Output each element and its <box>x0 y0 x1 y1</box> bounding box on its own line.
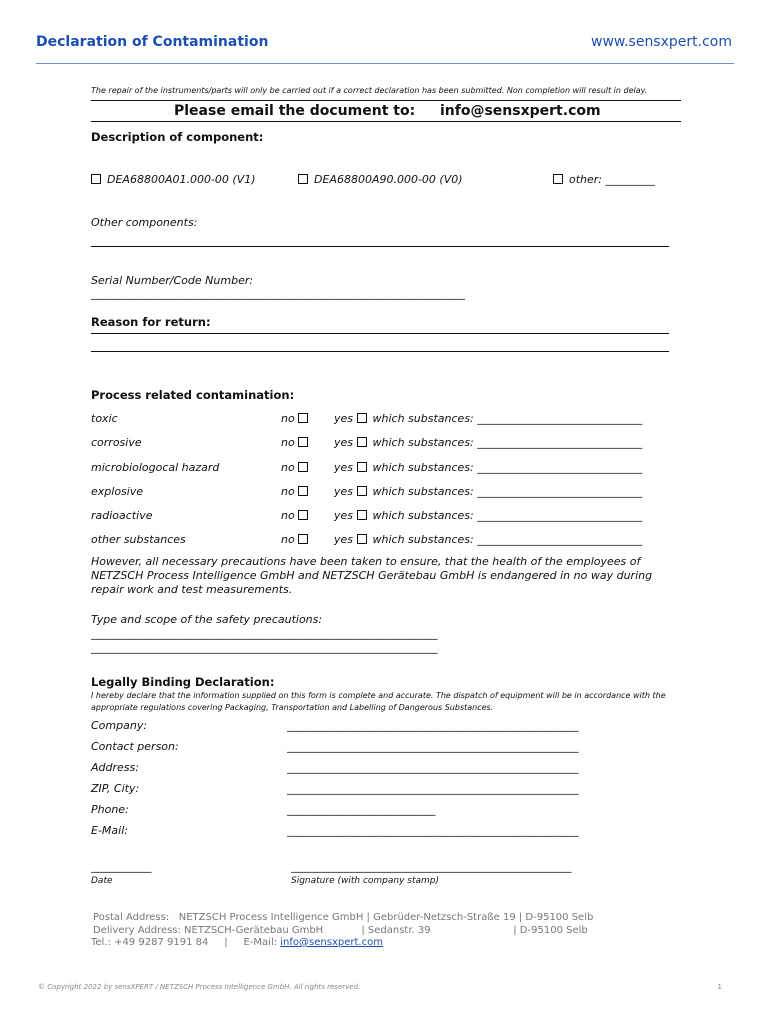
email-box-top-rule <box>91 100 681 101</box>
no-option[interactable] <box>281 533 314 546</box>
safety-precautions-label: Type and scope of the safety precautions: <box>91 613 323 626</box>
zip-city-field[interactable]: _____________________________________________________ <box>287 782 579 795</box>
reason-section-title: Reason for return: <box>91 315 211 329</box>
email-box-bottom-rule <box>91 121 681 122</box>
yes-label: yes <box>334 509 354 522</box>
signature-field[interactable]: ___________________________________________________ <box>291 860 572 873</box>
declaration-section-title: Legally Binding Declaration: <box>91 675 275 689</box>
no-checkbox[interactable] <box>298 437 308 447</box>
yes-checkbox[interactable] <box>357 462 367 472</box>
copyright: © Copyright 2022 by sensXPERT / NETZSCH Process Intelligence GmbH. All rights reserved. <box>38 983 361 991</box>
telephone: Tel.: +49 9287 9191 84 | E-Mail: <box>91 937 281 948</box>
contact-person-field[interactable]: _____________________________________________________ <box>287 740 579 753</box>
signature-label: Signature (with company stamp) <box>291 876 440 886</box>
yes-label: yes <box>334 436 354 449</box>
contact-person-label: Contact person: <box>91 740 179 753</box>
checkbox-other[interactable] <box>553 174 563 184</box>
footer-email-link[interactable]: info@sensxpert.com <box>280 937 383 948</box>
email-address[interactable]: info@sensxpert.com <box>440 103 601 119</box>
which-substances-field[interactable]: which substances: ______________________________ <box>372 461 643 474</box>
yes-label: yes <box>334 412 354 425</box>
contamination-label-explosive: explosive <box>91 485 144 498</box>
email-label: E-Mail: <box>91 824 128 837</box>
footer-contact <box>91 937 383 948</box>
reason-line-1[interactable] <box>91 333 669 334</box>
which-substances-field[interactable]: which substances: ______________________________ <box>372 485 643 498</box>
safety-precautions-line-1[interactable]: _______________________________________________________________ <box>91 627 438 640</box>
contamination-label-toxic: toxic <box>91 412 118 425</box>
yes-checkbox[interactable] <box>357 534 367 544</box>
company-label: Company: <box>91 719 148 732</box>
contamination-section-title: Process related contamination: <box>91 388 295 402</box>
which-substances-field[interactable]: which substances: ______________________________ <box>372 436 643 449</box>
no-label: no <box>281 509 295 522</box>
no-checkbox[interactable] <box>298 486 308 496</box>
no-checkbox[interactable] <box>298 534 308 544</box>
yes-option[interactable] <box>334 485 642 498</box>
precaution-statement: However, all necessary precautions have been taken to ensure, that the health of the employees of NETZSCH Process Intelligence GmbH and NETZSCH Gerätebau GmbH is endangered in no way during repair work and test measurements. <box>91 555 653 596</box>
yes-option[interactable] <box>334 461 642 474</box>
zip-city-label: ZIP, City: <box>91 782 140 795</box>
company-field[interactable]: _____________________________________________________ <box>287 719 579 732</box>
declaration-text: I hereby declare that the information supplied on this form is complete and accurate. The dispatch of equipment will be in accordance with the appropriate regulations covering Packaging, Transportation and Labelling of Dangerous Substances. <box>91 691 666 712</box>
yes-checkbox[interactable] <box>357 413 367 423</box>
option-other[interactable] <box>553 173 655 186</box>
safety-precautions-line-2[interactable]: _______________________________________________________________ <box>91 641 438 654</box>
email-instruction: Please email the document to: <box>174 103 416 119</box>
yes-option[interactable] <box>334 533 642 546</box>
phone-label: Phone: <box>91 803 129 816</box>
reason-line-2[interactable] <box>91 351 669 352</box>
no-option[interactable] <box>281 509 314 522</box>
contamination-label-microbiological: microbiologocal hazard <box>91 461 220 474</box>
no-option[interactable] <box>281 436 314 449</box>
no-checkbox[interactable] <box>298 462 308 472</box>
yes-option[interactable] <box>334 436 642 449</box>
yes-label: yes <box>334 485 354 498</box>
yes-checkbox[interactable] <box>357 510 367 520</box>
postal-address: Postal Address: NETZSCH Process Intelligence GmbH | Gebrüder-Netzsch-Straße 19 | D-95100 Selb <box>93 912 594 923</box>
delivery-address: Delivery Address: NETZSCH-Gerätebau GmbH | Sedanstr. 39 | D-95100 Selb <box>93 925 588 936</box>
which-substances-field[interactable]: which substances: ______________________________ <box>372 533 643 546</box>
option-v0[interactable] <box>298 173 463 186</box>
no-checkbox[interactable] <box>298 510 308 520</box>
address-field[interactable]: _____________________________________________________ <box>287 761 579 774</box>
yes-checkbox[interactable] <box>357 486 367 496</box>
date-label: Date <box>91 876 113 886</box>
no-option[interactable] <box>281 485 314 498</box>
serial-number-line[interactable]: ____________________________________________________________________ <box>91 287 465 300</box>
page-title: Declaration of Contamination <box>36 34 269 50</box>
which-substances-field[interactable]: which substances: ______________________________ <box>372 509 643 522</box>
contamination-label-corrosive: corrosive <box>91 436 142 449</box>
option-v1[interactable] <box>91 173 256 186</box>
contamination-label-radioactive: radioactive <box>91 509 153 522</box>
option-v1-label: DEA68800A01.000-00 (V1) <box>107 173 256 186</box>
address-label: Address: <box>91 761 139 774</box>
yes-option[interactable] <box>334 412 642 425</box>
serial-number-label: Serial Number/Code Number: <box>91 274 254 287</box>
option-v0-label: DEA68800A90.000-00 (V0) <box>314 173 463 186</box>
other-components-label: Other components: <box>91 216 198 229</box>
component-section-title: Description of component: <box>91 130 264 144</box>
other-components-line[interactable] <box>91 246 669 247</box>
phone-field[interactable]: ___________________________ <box>287 803 436 816</box>
contamination-label-other: other substances <box>91 533 186 546</box>
website-url[interactable]: www.sensxpert.com <box>591 34 732 50</box>
page-number: 1 <box>717 983 722 991</box>
yes-option[interactable] <box>334 509 642 522</box>
repair-notice: The repair of the instruments/parts will only be carried out if a correct declaration has been submitted. Non completion will result in delay. <box>91 86 648 95</box>
which-substances-field[interactable]: which substances: ______________________________ <box>372 412 643 425</box>
date-field[interactable]: ___________ <box>91 860 152 873</box>
checkbox-v0[interactable] <box>298 174 308 184</box>
option-other-label: other: _________ <box>569 173 656 186</box>
no-label: no <box>281 533 295 546</box>
yes-label: yes <box>334 461 354 474</box>
no-option[interactable] <box>281 461 314 474</box>
no-option[interactable] <box>281 412 314 425</box>
no-label: no <box>281 485 295 498</box>
no-label: no <box>281 461 295 474</box>
header-divider <box>36 63 734 64</box>
email-field[interactable]: _____________________________________________________ <box>287 824 579 837</box>
yes-label: yes <box>334 533 354 546</box>
no-checkbox[interactable] <box>298 413 308 423</box>
checkbox-v1[interactable] <box>91 174 101 184</box>
no-label: no <box>281 436 295 449</box>
yes-checkbox[interactable] <box>357 437 367 447</box>
no-label: no <box>281 412 295 425</box>
